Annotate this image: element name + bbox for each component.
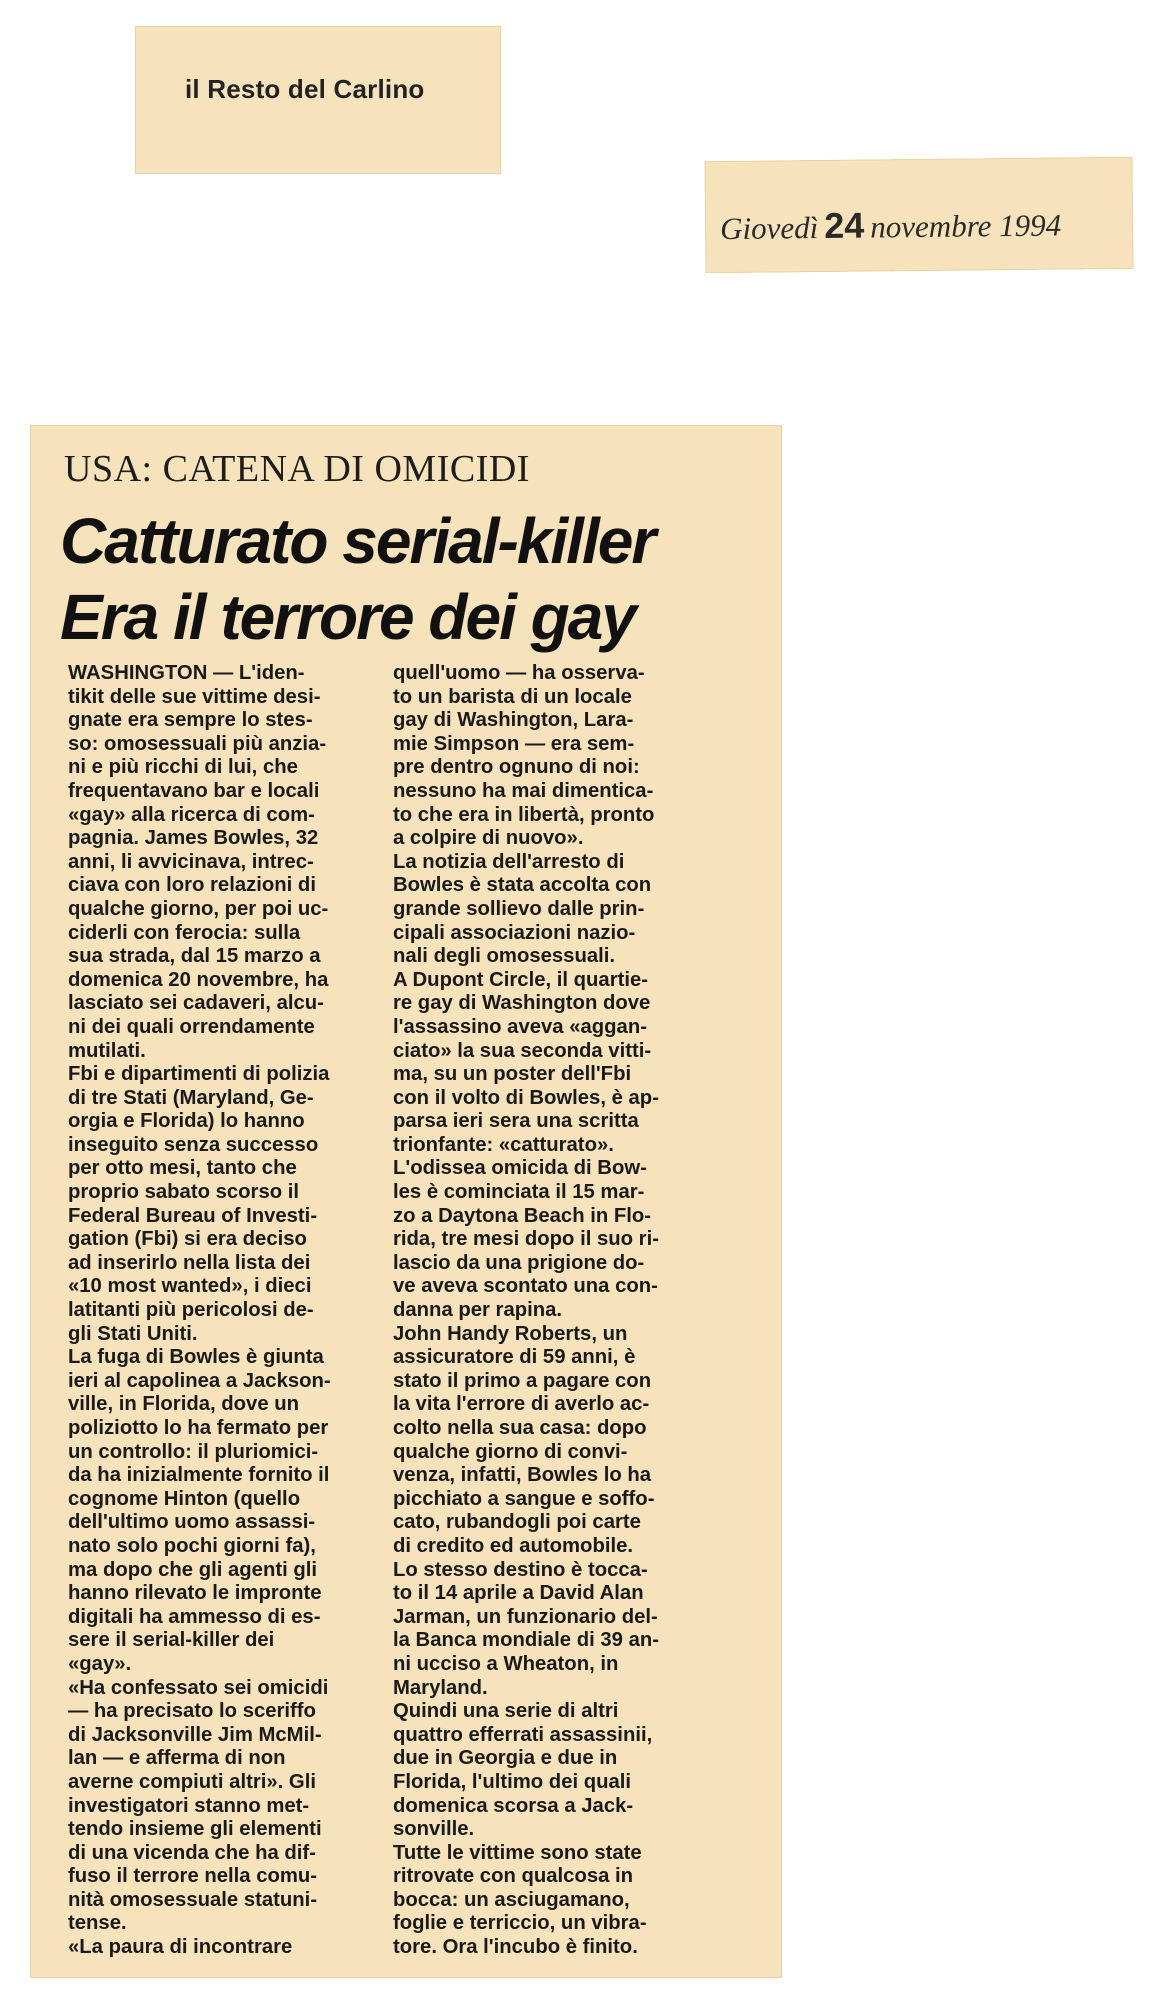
article-text-line: L'odissea omicida di Bow- [393, 1157, 647, 1180]
article-text-line: digitali ha ammesso di es- [68, 1605, 321, 1628]
article-text-line: A Dupont Circle, il quartie- [393, 968, 649, 991]
article-text-line: ritrovate con qualcosa in [393, 1865, 634, 1888]
article-text-line: tikit delle sue vittime desi- [68, 685, 321, 708]
article-text-line: inseguito senza successo [68, 1133, 319, 1156]
masthead-clipping [135, 26, 501, 174]
article-text-line: nessuno ha mai dimentica- [393, 779, 654, 802]
article-text-line: pre dentro ognuno di noi: [393, 756, 640, 779]
article-text-line: fuso il terrore nella comu- [68, 1865, 318, 1888]
article-text-line: ve aveva scontato una con- [393, 1275, 658, 1298]
article-text-line: gation (Fbi) si era deciso [68, 1228, 307, 1251]
article-text-line: picchiato a sangue e soffo- [393, 1487, 655, 1510]
date-weekday: Giovedì [719, 210, 819, 247]
article-text-line: ma dopo che gli agenti gli [68, 1558, 318, 1581]
article-text-line: «Ha confessato sei omicidi [68, 1676, 329, 1699]
article-text-line: WASHINGTON — L'iden- [68, 662, 305, 684]
article-text-line: gay di Washington, Lara- [393, 709, 634, 732]
article-right-column [393, 662, 728, 1960]
article-text-line: sere il serial-killer dei [68, 1629, 275, 1652]
article-text-line: Federal Bureau of Investi- [68, 1204, 318, 1227]
article-text-line: La notizia dell'arresto di [393, 850, 625, 873]
article-text-line: Jarman, un funzionario del- [393, 1605, 658, 1628]
article-text-line: parsa ieri sera una scritta [393, 1110, 639, 1133]
article-text-line: l'assassino aveva «aggan- [393, 1015, 647, 1038]
article-text-line: tore. Ora l'incubo è finito. [393, 1936, 638, 1959]
article-text-line: «gay». [68, 1652, 132, 1675]
article-text-line: tense. [68, 1912, 127, 1935]
article-text-line: la vita l'errore di averlo ac- [393, 1393, 650, 1416]
article-text-line: ciderli con ferocia: sulla [68, 921, 301, 944]
article-text-line: Tutte le vittime sono state [393, 1841, 642, 1864]
article-text-line: la Banca mondiale di 39 an- [393, 1629, 659, 1652]
article-text-line: rida, tre mesi dopo il suo ri- [393, 1228, 659, 1251]
article-text-line: ville, in Florida, dove un [68, 1393, 300, 1416]
article-text-line: a colpire di nuovo». [393, 827, 584, 850]
article-text-line: to che era in libertà, pronto [393, 803, 655, 826]
article-text-line: poliziotto lo ha fermato per [68, 1417, 329, 1439]
article-text-line: re gay di Washington dove [393, 992, 651, 1015]
article-text-line: qualche giorno, per poi uc- [68, 897, 329, 920]
article-text-line: Bowles è stata accolta con [393, 874, 652, 897]
article-text-line: di credito ed automobile. [393, 1534, 634, 1557]
article-text-line: «gay» alla ricerca di com- [68, 803, 315, 826]
article-text-line: cognome Hinton (quello [68, 1487, 301, 1510]
article-text-line: «10 most wanted», i dieci [68, 1275, 312, 1298]
article-text-line: ciava con loro relazioni di [68, 874, 316, 897]
article-kicker: USA: CATENA DI OMICIDI [64, 448, 530, 490]
article-text-line: con il volto di Bowles, è ap- [393, 1086, 659, 1109]
article-text-line: sonville. [393, 1818, 475, 1841]
article-text-line: quell'uomo — ha osserva- [393, 662, 645, 684]
article-text-line: da ha inizialmente fornito il [68, 1464, 330, 1487]
article-text-line: danna per rapina. [393, 1299, 563, 1322]
article-text-line: John Handy Roberts, un [393, 1322, 628, 1345]
date-clipping [704, 157, 1133, 273]
article-text-line: investigatori stanno met- [68, 1794, 310, 1817]
article-text-line: bocca: un asciugamano, [393, 1888, 630, 1911]
article-text-line: frequentavano bar e locali [68, 779, 320, 802]
article-text-line: Florida, l'ultimo dei quali [393, 1770, 632, 1793]
article-text-line: nali degli omosessuali. [393, 945, 616, 968]
article-text-line: to un barista di un locale [393, 685, 632, 708]
date-month-year: novembre 1994 [870, 207, 1062, 245]
article-text-line: averne compiuti altri». Gli [68, 1770, 316, 1793]
article-text-line: di tre Stati (Maryland, Ge- [68, 1086, 314, 1109]
article-text-line: ad inserirlo nella lista dei [68, 1251, 311, 1274]
article-text-line: qualche giorno di convi- [393, 1440, 628, 1463]
publication-date [720, 203, 1061, 249]
article-text-line: lascio da una prigione do- [393, 1251, 645, 1274]
article-text-line: trionfante: «catturato». [393, 1133, 614, 1156]
article-text-line: latitanti più pericolosi de- [68, 1299, 314, 1322]
article-text-line: les è cominciata il 15 mar- [393, 1181, 645, 1204]
article-text-line: nato solo pochi giorni fa), [68, 1534, 316, 1557]
article-text-line: ni e più ricchi di lui, che [68, 756, 298, 779]
article-text-line: proprio sabato scorso il [68, 1181, 300, 1204]
article-text-line: domenica scorsa a Jack- [393, 1794, 634, 1817]
article-text-line: domenica 20 novembre, ha [68, 968, 329, 991]
date-day: 24 [824, 204, 865, 246]
article-text-line: stato il primo a pagare con [393, 1369, 652, 1392]
article-text-line: La fuga di Bowles è giunta [68, 1346, 324, 1369]
article-text-line: Maryland. [393, 1676, 488, 1699]
article-text-line: cipali associazioni nazio- [393, 921, 636, 944]
article-text-line: di Jacksonville Jim McMil- [68, 1723, 322, 1746]
article-text-line: assicuratore di 59 anni, è [393, 1346, 636, 1369]
article-text-line: ni dei quali orrendamente [68, 1015, 315, 1038]
article-text-line: anni, li avvicinava, intrec- [68, 850, 314, 873]
article-text-line: pagnia. James Bowles, 32 [68, 827, 319, 850]
article-text-line: gnate era sempre lo stes- [68, 709, 313, 732]
article-text-line: gli Stati Uniti. [68, 1322, 198, 1345]
article-text-line: mutilati. [68, 1039, 146, 1062]
article-text-line: sua strada, dal 15 marzo a [68, 945, 321, 968]
article-text-line: mie Simpson — era sem- [393, 732, 635, 755]
article-text-line: per otto mesi, tanto che [68, 1157, 297, 1180]
article-text-line: quattro efferrati assassinii, [393, 1723, 653, 1746]
article-text-line: colto nella sua casa: dopo [393, 1417, 647, 1439]
article-text-line: ieri al capolinea a Jackson- [68, 1369, 331, 1392]
headline-line-1: Catturato serial-killer [60, 505, 655, 577]
article-text-line: ciato» la sua seconda vitti- [393, 1039, 652, 1062]
article-text-line: cato, rubandogli poi carte [393, 1511, 641, 1534]
headline-line-2: Era il terrore dei gay [60, 581, 635, 653]
article-text-line: — ha precisato lo sceriffo [68, 1700, 316, 1723]
article-headline [60, 503, 760, 655]
article-text-line: to il 14 aprile a David Alan [393, 1582, 644, 1605]
article-text-line: tendo insieme gli elementi [68, 1818, 322, 1841]
article-text-line: venza, infatti, Bowles lo ha [393, 1464, 652, 1487]
article-text-line: ni ucciso a Wheaton, in [393, 1652, 619, 1675]
article-text-line: ma, su un poster dell'Fbi [393, 1063, 632, 1086]
article-text-line: un controllo: il pluriomici- [68, 1440, 319, 1463]
article-left-column [68, 662, 398, 1960]
article-text-line: Quindi una serie di altri [393, 1700, 619, 1723]
article-text-line: di una vicenda che ha dif- [68, 1841, 316, 1864]
article-text-line: so: omosessuali più anzia- [68, 732, 327, 755]
article-text-line: due in Georgia e due in [393, 1747, 618, 1770]
article-text-line: lan — e afferma di non [68, 1747, 286, 1770]
article-text-line: orgia e Florida) lo hanno [68, 1110, 305, 1133]
article-text-line: dell'ultimo uomo assassi- [68, 1511, 316, 1534]
article-text-line: lasciato sei cadaveri, alcu- [68, 992, 324, 1015]
newspaper-masthead: il Resto del Carlino [185, 74, 425, 104]
article-text-line: grande sollievo dalle prin- [393, 897, 645, 920]
article-text-line: foglie e terriccio, un vibra- [393, 1912, 647, 1935]
article-text-line: nità omosessuale statuni- [68, 1888, 318, 1911]
article-text-line: hanno rilevato le impronte [68, 1582, 322, 1605]
article-text-line: «La paura di incontrare [68, 1936, 293, 1959]
article-text-line: Lo stesso destino è tocca- [393, 1558, 648, 1581]
article-text-line: Fbi e dipartimenti di polizia [68, 1063, 330, 1086]
article-clipping [30, 425, 782, 1978]
article-text-line: zo a Daytona Beach in Flo- [393, 1204, 652, 1227]
